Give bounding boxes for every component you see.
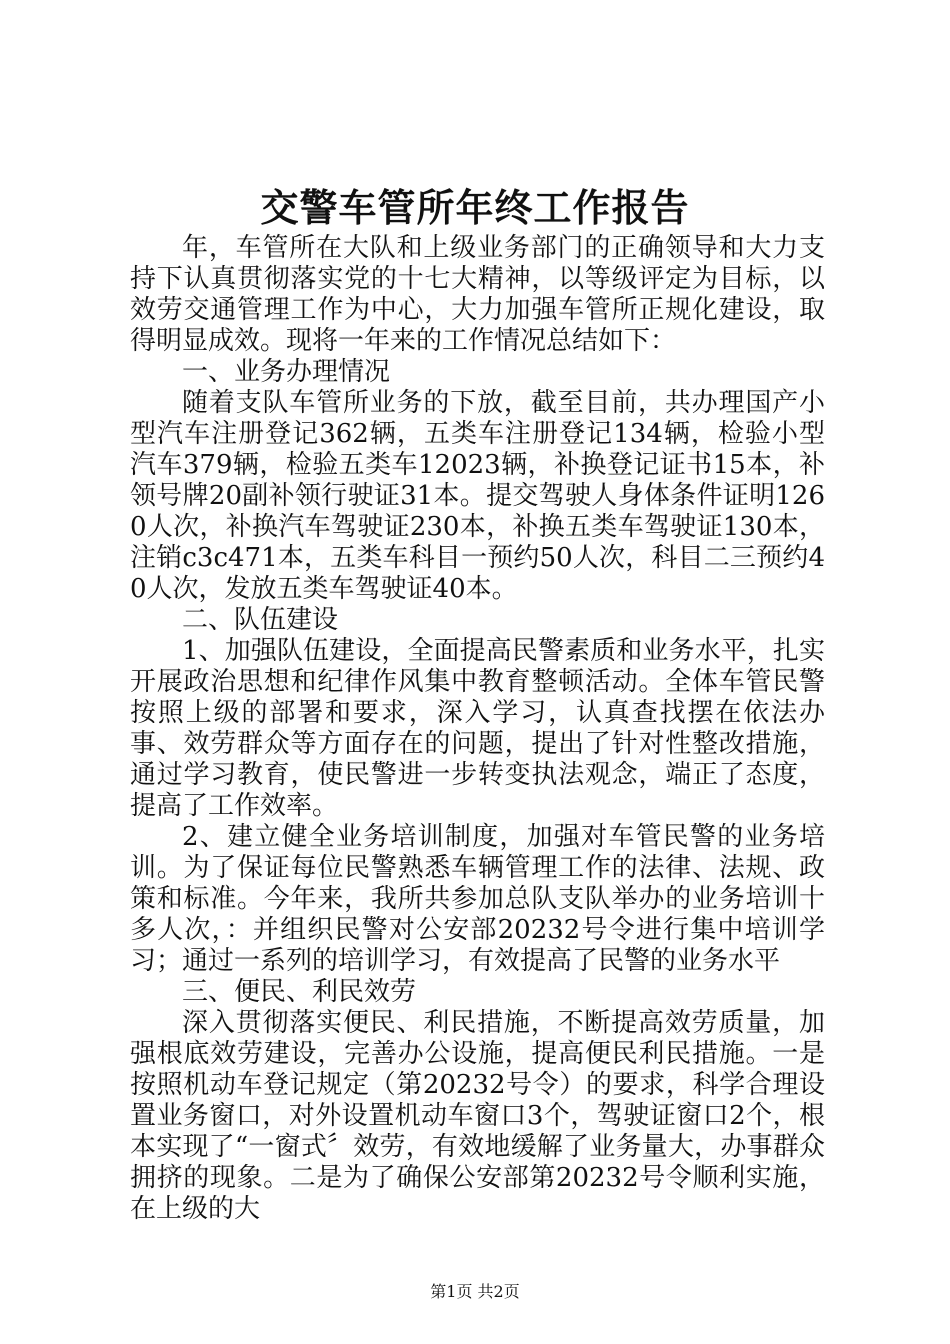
- section-heading-service: 三、便民、利民效劳: [182, 977, 417, 1007]
- team-paragraph-1: 1、加强队伍建设，全面提高民警素质和业务水平，扎实开展政治思想和纪律作风集中教育整顿活动。全体车管民警按照上级的部署和要求，深入学习，认真查找摆在依法办事、效劳群众等方面存在的问题，提出了针对性整改措施，通过学习教育，使民警进一步转变执法观念，端正了态度，提高了工作效率。: [130, 636, 825, 821]
- document-title: 交警车管所年终工作报告: [260, 185, 690, 230]
- section-heading-team: 二、队伍建设: [182, 605, 339, 635]
- intro-paragraph: 年，车管所在大队和上级业务部门的正确领导和大力支持下认真贯彻落实党的十七大精神，以等级评定为目标，以效劳交通管理工作为中心，大力加强车管所正规化建设，取得明显成效。现将一年来的工作情况总结如下：: [130, 233, 825, 356]
- business-paragraph: 随着支队车管所业务的下放，截至目前，共办理国产小型汽车注册登记362辆，五类车注册登记134辆，检验小型汽车379辆，检验五类车12023辆，补换登记证书15本，补领号牌20副补领行驶证31本。提交驾驶人身体条件证明1260人次，补换汽车驾驶证230本，补换五类车驾驶证130本，注销c3c471本，五类车科目一预约50人次，科目二三预约40人次，发放五类车驾驶证40本。: [130, 388, 825, 604]
- team-paragraph-2: 2、建立健全业务培训制度，加强对车管民警的业务培训。为了保证每位民警熟悉车辆管理工作的法律、法规、政策和标准。今年来，我所共参加总队支队举办的业务培训十多人次，：并组织民警对公安部20232号令进行集中培训学习；通过一系列的培训学习，有效提高了民警的业务水平: [130, 822, 825, 976]
- document-body: [130, 233, 825, 1225]
- service-paragraph: 深入贯彻落实便民、利民措施，不断提高效劳质量，加强根底效劳建设，完善办公设施，提高便民利民措施。一是按照机动车登记规定（第20232号令）的要求，科学合理设置业务窗口，对外设置机动车窗口3个，驾驶证窗口2个，根本实现了“一窗式〞效劳，有效地缓解了业务量大，办事群众拥挤的现象。二是为了确保公安部第20232号令顺利实施，在上级的大: [130, 1008, 825, 1224]
- page-footer: 第1页 共2页: [430, 1282, 520, 1301]
- section-heading-business: 一、业务办理情况: [182, 357, 391, 387]
